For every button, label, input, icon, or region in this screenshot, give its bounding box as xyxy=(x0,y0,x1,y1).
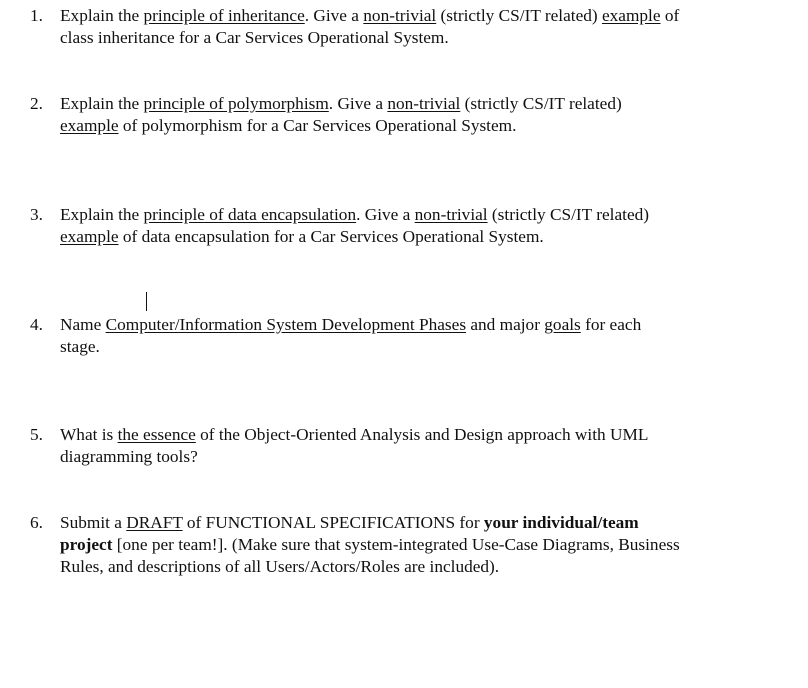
underlined-term: principle of polymorphism xyxy=(143,94,329,113)
underlined-term: Computer/Information System Development Phases xyxy=(105,315,467,334)
underlined-term: example xyxy=(60,116,119,135)
question-number: 4. xyxy=(30,315,43,334)
question-line: What is the essence of the Object-Oriented Analysis and Design approach with UML xyxy=(60,425,649,444)
question-line: Explain the principle of data encapsulation. Give a non-trivial (strictly CS/IT related) xyxy=(60,205,650,224)
underlined-term: non-trivial xyxy=(414,205,488,224)
underlined-term: goals xyxy=(544,315,581,334)
question-line: project [one per team!]. (Make sure that system-integrated Use-Case Diagrams, Business xyxy=(60,535,680,554)
underlined-term: principle of data encapsulation xyxy=(143,205,357,224)
question-number: 6. xyxy=(30,513,43,532)
underlined-term: example xyxy=(60,227,119,246)
underlined-term: example xyxy=(601,6,661,25)
question-number: 2. xyxy=(30,94,43,113)
question-line: example of data encapsulation for a Car Services Operational System. xyxy=(60,227,544,246)
question-line: Name Computer/Information System Development Phases and major goals for each xyxy=(60,315,642,334)
underlined-term: the essence xyxy=(117,425,196,444)
question-line: class inheritance for a Car Services Operational System. xyxy=(60,28,449,47)
question-line: example of polymorphism for a Car Services Operational System. xyxy=(60,116,517,135)
question-line: Explain the principle of inheritance. Give a non-trivial (strictly CS/IT related) example of xyxy=(60,6,680,25)
bold-phrase: your individual/team xyxy=(483,513,639,532)
question-number: 3. xyxy=(30,205,43,224)
question-number: 5. xyxy=(30,425,43,444)
question-line: Explain the principle of polymorphism. Give a non-trivial (strictly CS/IT related) xyxy=(60,94,622,113)
question-line: Submit a DRAFT of FUNCTIONAL SPECIFICATIONS for your individual/team xyxy=(60,513,639,532)
underlined-term: non-trivial xyxy=(363,6,437,25)
underlined-term: DRAFT xyxy=(126,513,183,532)
underlined-term: principle of inheritance xyxy=(143,6,305,25)
underlined-term: non-trivial xyxy=(387,94,461,113)
question-line: Rules, and descriptions of all Users/Actors/Roles are included). xyxy=(60,557,500,576)
question-line: diagramming tools? xyxy=(60,447,198,466)
question-number: 1. xyxy=(30,6,43,25)
text-cursor xyxy=(146,292,147,311)
question-line: stage. xyxy=(60,337,100,356)
bold-phrase: project xyxy=(60,535,113,554)
